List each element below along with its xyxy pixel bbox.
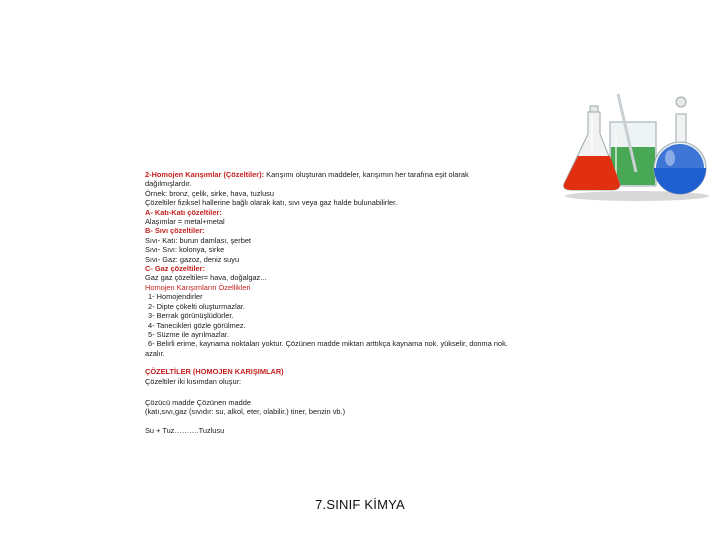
property-5: 5- Süzme ile ayrılmazlar. xyxy=(148,329,229,339)
gaz-line: Gaz gaz çözeltiler= hava, doğalgaz... xyxy=(145,273,267,283)
property-6-cont: azalır. xyxy=(145,348,165,358)
section-intro-cont: dağılmışlardır. xyxy=(145,179,192,189)
heading-ozellikler: Homojen Karışımların Özellikleri xyxy=(145,282,251,292)
heading-kati-kati: A- Katı-Katı çözeltiler: xyxy=(145,207,222,217)
section-intro: Karışımı oluşturan maddeler, karışımın her tarafına eşit olarak xyxy=(264,170,469,179)
equation-line: Su + Tuz……….Tuzlusu xyxy=(145,425,225,435)
slide-footer: 7.SINIF KİMYA xyxy=(315,497,405,512)
sivi-gaz-line: Sıvı- Gaz: gazoz, deniz suyu xyxy=(145,254,240,264)
property-1: 1- Homojendirler xyxy=(148,292,203,302)
cozucu-cozunen-line: Çözücü madde Çözünen madde xyxy=(145,397,251,407)
property-4: 4- Tanecikleri gözle görülmez. xyxy=(148,320,246,330)
example-line: Örnek: bronz, çelik, sirke, hava, tuzlusu xyxy=(145,188,274,198)
alasim-line: Alaşımlar = metal+metal xyxy=(145,217,225,227)
flask-blue xyxy=(654,97,706,194)
heading-gaz: C- Gaz çözeltiler: xyxy=(145,264,205,274)
cozelti-parts-line: Çözeltiler iki kısımdan oluşur: xyxy=(145,376,242,386)
property-3: 3- Berrak görünüşlüdürler. xyxy=(148,311,234,321)
sivi-sivi-line: Sıvı- Sıvı: kolonya, sirke xyxy=(145,245,225,255)
property-6: 6- Belirli erime, kaynama noktaları yoktur. Çözünen madde miktarı arttıkça kaynama nok. yükselir, donma nok. xyxy=(148,339,508,349)
physical-state-line: Çözeltiler fiziksel hallerine bağlı olarak katı, sıvı veya gaz halde bulunabilirler. xyxy=(145,198,398,208)
property-2: 2- Dipte çökelti oluşturmazlar. xyxy=(148,301,245,311)
homojen-karisimlar-text xyxy=(145,170,585,435)
sivi-kati-line: Sıvı- Katı: burun damlası, şerbet xyxy=(145,235,251,245)
section-heading-homojen: 2-Homojen Karışımlar (Çözeltiler): xyxy=(145,170,265,179)
heading-sivi: B- Sıvı çözeltiler: xyxy=(145,226,205,236)
heading-cozeltiler: ÇÖZELTİLER (HOMOJEN KARIŞIMLAR) xyxy=(145,367,284,377)
cozucu-examples-line: (katı,sıvı,gaz (sıvıdır: su, alkol, eter, olabilir.) tiner, benzin vb.) xyxy=(145,407,346,417)
